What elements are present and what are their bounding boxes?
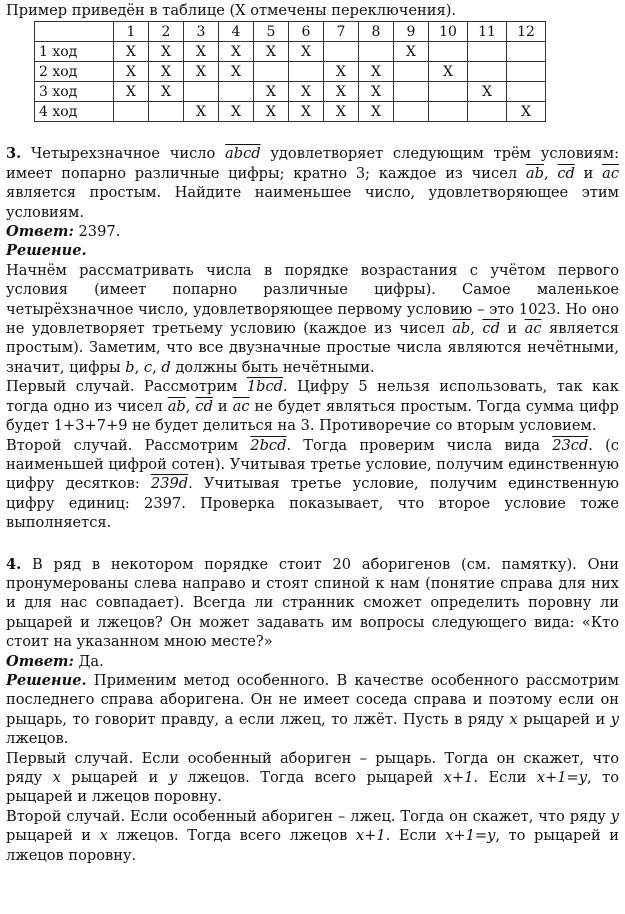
table-cell [468,102,507,122]
text: . Если [385,827,446,845]
math-b: b [125,358,135,376]
text: . Учитывая третье условие, получим единственную цифру единиц: 2397. Проверка показывает, что второе условие тоже выполняется. [6,475,619,532]
column-header: 1 [114,22,149,42]
text: , [134,358,144,376]
table-cell [507,82,546,102]
math-equation: x+1=y [536,769,588,786]
table-cell: X [219,62,254,82]
text: Первый случай. Рассмотрим [6,378,247,396]
text: должны быть нечётными. [170,358,375,376]
table-cell: X [114,62,149,82]
math-x-plus-1: x+1 [443,769,474,786]
text: , [185,397,196,415]
table-cell: X [254,82,289,102]
column-header: 4 [219,22,254,42]
table-cell [468,42,507,62]
table-cell [429,42,468,62]
text: . (с наименьшей цифрой сотен). Учитывая третье условие, получим единственную цифру десятков: [6,436,619,493]
text: и [574,164,603,182]
table-cell: X [507,102,546,122]
math-239d: 239d [150,475,189,493]
problem-3-solution-para-2 [6,377,619,435]
row-label: 4 ход [35,102,114,122]
text: и [499,320,525,338]
table-cell: X [468,82,507,102]
column-header: 10 [429,22,468,42]
solution-label: Решение. [6,242,87,260]
text: рыцарей и [6,827,100,845]
text: удовлетворяет следующим трём условиям: имеет попарно различные цифры; кратно 3; каждое из чисел [6,145,619,182]
table-cell [324,42,359,62]
table-cell: X [254,102,289,122]
text: лжецов. Тогда всего рыцарей [176,769,444,786]
table-cell: X [114,42,149,62]
text: является простым. Найдите наименьшее число, удовлетворяющее этим условиям. [6,184,619,221]
text: Второй случай. Рассмотрим [6,436,251,454]
table-row [35,62,546,82]
column-header: 8 [359,22,394,42]
table-row [35,102,546,122]
table-cell [394,102,429,122]
answer-label: Ответ: [6,223,74,241]
table-cell: X [219,102,254,122]
problem-4-statement [6,555,619,652]
math-cd: $\overline{cd}$ [557,164,575,182]
table-cell [184,82,219,102]
text: . Если [473,769,537,786]
table-cell [468,62,507,82]
math-equation: x+1=y [445,827,496,845]
row-label: 2 ход [35,62,114,82]
math-ab: $\overline{ab}$ [167,397,186,415]
math-ac: $\overline{ac}$ [232,397,250,415]
problem-3-solution-label [6,241,619,260]
table-intro: Пример приведён в таблице (X отмечены переключения). [6,2,457,19]
math-1bcd: 1bcd [246,378,284,396]
math-cd: $\overline{cd}$ [482,320,500,338]
table-cell: X [184,102,219,122]
table-header-row [35,22,546,42]
math-d: d [161,358,171,376]
problem-4-solution-para-1 [6,671,619,749]
table-cell [289,62,324,82]
table-cell: X [324,102,359,122]
text: Начнём рассматривать числа в порядке возрастания с учётом первого условия (имеет попарно различные цифры). Самое маленькое четырёхзначное число, удовлетворяющее первому условию – это 1023. Но оно не удовлетворяет третьему условию (каждое из чисел [6,261,619,338]
text: и [212,397,233,415]
problem-4-solution-para-3 [6,807,619,865]
math-y: y [168,769,177,786]
problem-3-number: 3. [6,145,22,163]
table-cell: X [429,62,468,82]
column-header: 9 [394,22,429,42]
problem-3-answer [6,222,619,241]
table-cell: X [359,62,394,82]
math-ac: $\overline{ac}$ [602,164,619,182]
table-cell: X [114,82,149,102]
text: В ряд в некотором порядке стоит 20 аборигенов (см. памятку). Они пронумерованы слева направо и стоят спиной к нам (понятие справа для них и для нас совпадает). Всегда ли странник сможет определить поровну ли рыцарей и лжецов? Он может задавать им вопросы следующего вида: «Кто стоит на указанном мною месте?» [6,555,619,651]
table-cell [429,82,468,102]
table-cell [359,42,394,62]
table-cell [114,102,149,122]
problem-4-number: 4. [6,555,22,573]
text: Четырехзначное число [21,145,226,163]
column-header: 11 [468,22,507,42]
answer-value: 2397. [73,223,121,241]
column-header: 3 [184,22,219,42]
text: , [470,320,483,338]
text: , [152,358,162,376]
column-header: 5 [254,22,289,42]
table-cell [254,62,289,82]
math-cd: $\overline{cd}$ [195,397,213,415]
table-cell [507,62,546,82]
problem-4-solution-para-2 [6,749,619,807]
table-cell: X [254,42,289,62]
text: является простым). Заметим, что все двузначные простые числа являются нечётными, значит, цифры [6,320,619,376]
text: рыцарей и [60,769,169,786]
text: Второй случай. Если особенный абориген – лжец. Тогда он скажет, что ряду [6,807,611,825]
table-cell: X [324,62,359,82]
table-cell [429,102,468,122]
problem-4-answer [6,652,619,671]
text: лжецов. [6,730,69,748]
table-cell [394,62,429,82]
table-cell: X [394,42,429,62]
answer-value: Да. [73,652,104,670]
table-cell: X [219,42,254,62]
math-ab: $\overline{ab}$ [452,320,471,338]
math-x: x [52,769,61,786]
math-abcd: abcd [225,145,261,163]
text: , то рыцарей и лжецов поровну. [6,827,619,864]
table-cell: X [324,82,359,102]
text: Применим метод особенного. В качестве особенного рассмотрим последнего справа аборигена. Он не имеет соседа справа и поэтому если он рыцарь, то говорит правду, а если лжец, то лжёт. Пусть в ряду [6,671,619,728]
math-23cd: 23cd [552,436,589,454]
table-row [35,42,546,62]
text: не будет являться простым. Тогда сумма цифр будет 1+3+7+9 не будет делиться на 3. Противоречие со вторым условием. [6,397,619,435]
table-cell [219,82,254,102]
math-x: x [509,710,518,728]
table-cell: X [289,42,324,62]
column-header: 12 [507,22,546,42]
row-label: 1 ход [35,42,114,62]
math-y: y [610,710,619,728]
row-label: 3 ход [35,82,114,102]
table-cell [507,42,546,62]
switch-table [34,21,546,122]
text: лжецов. Тогда всего лжецов [107,827,356,845]
problem-3-solution-para-3 [6,436,619,533]
table-cell [149,102,184,122]
table-cell: X [184,62,219,82]
math-x-plus-1: x+1 [355,827,386,845]
answer-label: Ответ: [6,652,74,670]
table-cell: X [184,42,219,62]
text: , [543,164,558,182]
column-header: 2 [149,22,184,42]
table-row [35,82,546,102]
math-ac: $\overline{ac}$ [524,320,542,338]
table-cell: X [149,42,184,62]
text: Первый случай. Если особенный абориген – рыцарь. Тогда он скажет, что ряду [6,749,619,786]
text: , то рыцарей и лжецов поровну. [6,769,619,806]
table-cell: X [289,82,324,102]
math-ab: $\overline{ab}$ [525,164,544,182]
text: рыцарей и [517,710,611,728]
table-cell: X [289,102,324,122]
table-cell [394,82,429,102]
text: . Цифру 5 нельзя использовать, так как тогда одно из чисел [6,378,619,415]
document-page [6,1,619,865]
math-c: c [143,358,153,376]
math-y: y [610,807,619,825]
column-header: 7 [324,22,359,42]
table-cell: X [149,62,184,82]
table-cell: X [359,82,394,102]
column-header: 6 [289,22,324,42]
problem-3-statement [6,144,619,222]
solution-label: Решение. [6,671,87,689]
table-cell: X [359,102,394,122]
table-corner-cell [35,22,114,42]
math-2bcd: 2bcd [250,436,287,454]
text: . Тогда проверим числа вида [286,436,553,454]
problem-3-solution-para-1 [6,261,619,377]
table-cell: X [149,82,184,102]
math-x: x [99,827,108,845]
